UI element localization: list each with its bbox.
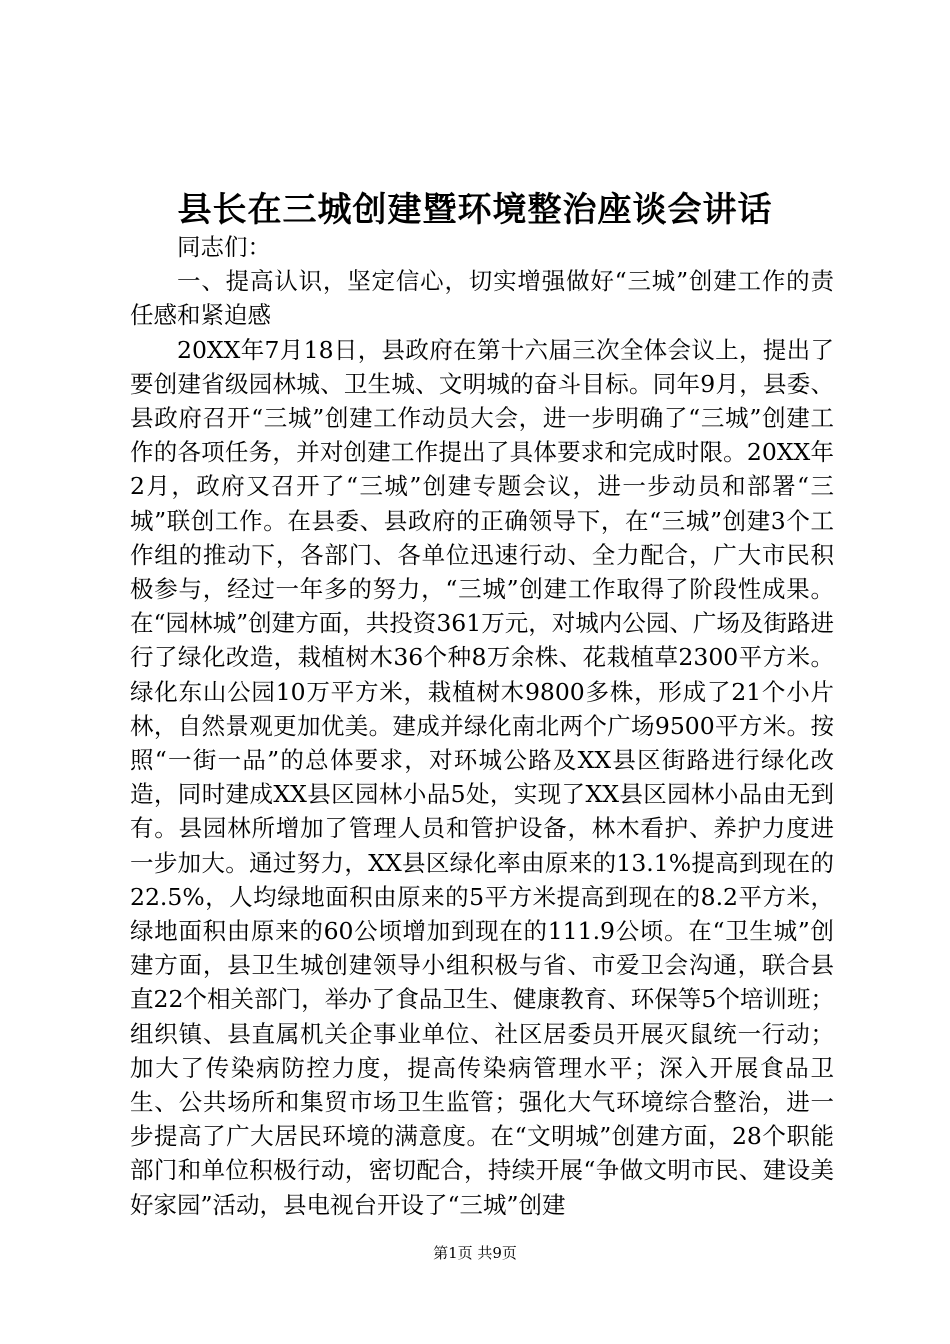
body-paragraph: 20XX年7月18日，县政府在第十六届三次全体会议上，提出了要创建省级园林城、卫生城、文明城的奋斗目标。同年9月，县委、县政府召开“三城”创建工作动员大会，进一步明确了“三城”创建工作的各项任务，并对创建工作提出了具体要求和完成时限。20XX年2月，政府又召开了“三城”创建专题会议，进一步动员和部署“三城”联创工作。在县委、县政府的正确领导下，在“三城”创建3个工作组的推动下，各部门、各单位迅速行动、全力配合，广大市民积极参与，经过一年多的努力，“三城”创建工作取得了阶段性成果。在“园林城”创建方面，共投资361万元，对城内公园、广场及街路进行了绿化改造，栽植树木36个种8万余株、花栽植草2300平方米。绿化东山公园10万平方米，栽植树木9800多株，形成了21个小片林，自然景观更加优美。建成并绿化南北两个广场9500平方米。按照“一街一品”的总体要求，对环城公路及XX县区街路进行绿化改造，同时建成XX县区园林小品5处，实现了XX县区园林小品由无到有。县园林所增加了管理人员和管护设备，林木看护、养护力度进一步加大。通过努力，XX县区绿化率由原来的13.1%提高到现在的22.5%，人均绿地面积由原来的5平方米提高到现在的8.2平方米，绿地面积由原来的60公顷增加到现在的111.9公顷。在“卫生城”创建方面，县卫生城创建领导小组积极与省、市爱卫会沟通，联合县直22个相关部门，举办了食品卫生、健康教育、环保等5个培训班；组织镇、县直属机关企事业单位、社区居委员开展灭鼠统一行动；加大了传染病防控力度，提高传染病管理水平；深入开展食品卫生、公共场所和集贸市场卫生监管；强化大气环境综合整治，进一步提高了广大居民环境的满意度。在“文明城”创建方面，28个职能部门和单位积极行动，密切配合，持续开展“争做文明市民、建设美好家园”活动，县电视台开设了“三城”创建 (130, 335, 834, 1219)
section-heading-paragraph: 一、提高认识，坚定信心，切实增强做好“三城”创建工作的责任感和紧迫感 (130, 267, 834, 330)
document-title: 县长在三城创建暨环境整治座谈会讲话 (177, 190, 773, 230)
salutation-paragraph: 同志们： (177, 233, 271, 261)
page-footer: 第1页 共9页 (433, 1244, 517, 1262)
document-body (130, 230, 834, 1222)
